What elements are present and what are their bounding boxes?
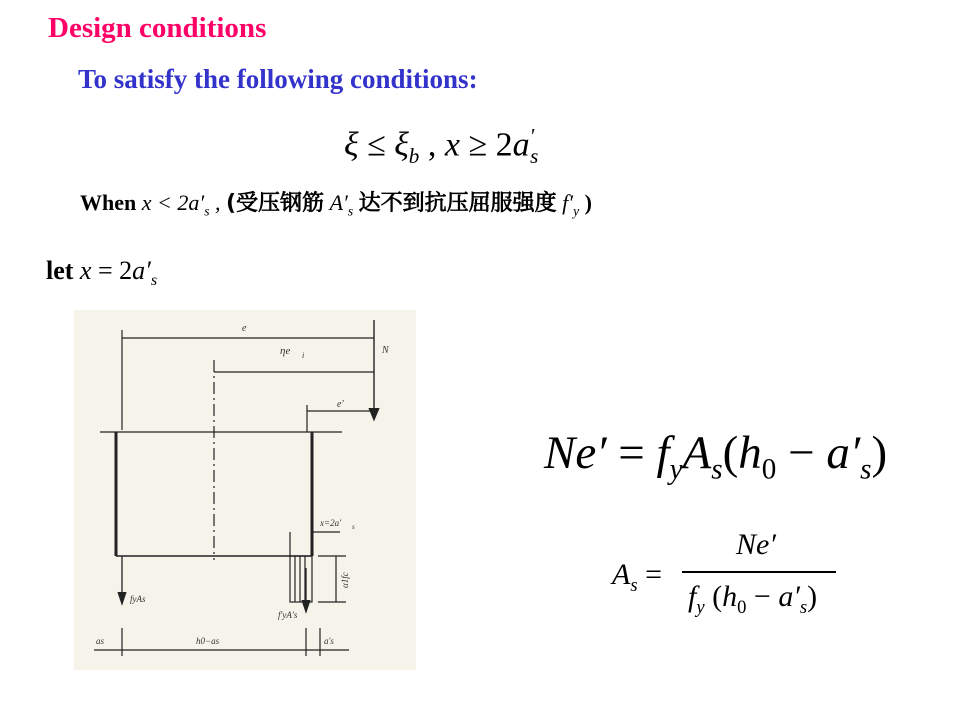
let-word: let [46,256,74,285]
fraction-bar [682,571,836,573]
label-fy-As-prime: f'yA's [278,610,298,620]
when-note-cn-2: 达不到抗压屈服强度 [358,191,557,216]
label-as-right: a's [324,636,334,646]
when-note-close: ) [584,190,592,215]
label-x-eq-sub: s [352,523,355,531]
as-fraction-numerator: Ne′ [736,528,776,561]
when-word: When [80,190,137,215]
label-alpha-fc: α1fc [340,572,350,588]
label-x-eq: x=2a' [320,518,341,528]
when-note-cn-1: (受压钢筋 [226,191,325,216]
let-math: $x = 2a'_s$ [79,256,158,290]
page-subtitle: To satisfy the following conditions: [78,64,478,94]
label-eta-ei: ηe [280,345,291,357]
label-e: e [242,323,247,334]
condition-formula: $\xi \le \xi_b$ , $x \ge 2a'_s$ [344,124,539,169]
when-line [80,186,592,219]
as-fraction-denominator: $f_y$ $(h_0 - a'_s)$ [688,580,818,618]
moment-equation: $Ne' = f_yA_s(h_0 - a'_s)$ [544,427,888,486]
label-as-left: as [96,636,105,646]
label-h0-as: h0−as [196,636,220,646]
label-N: N [382,345,389,356]
label-e-prime: e' [337,399,344,410]
column-section-diagram [74,310,416,670]
label-fy-As: fyAs [130,594,146,604]
label-eta-ei-sub: i [302,351,305,360]
page-title: Design conditions [48,12,267,44]
compression-block [290,556,312,602]
when-note-fy: $f'_y$ [562,190,580,219]
let-line [46,256,157,290]
when-math: $x < 2a'_s$ , [141,190,221,219]
as-fraction-lhs: $A_s$ = [612,558,662,596]
when-note-steel: $A'_s$ [329,190,354,219]
